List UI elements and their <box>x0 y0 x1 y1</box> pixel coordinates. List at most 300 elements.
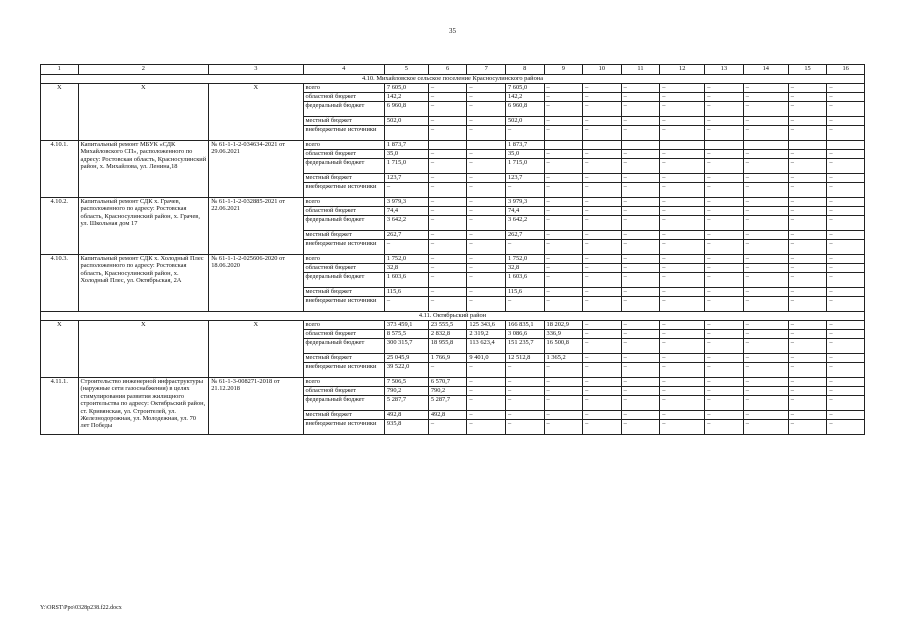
amount-cell: 7 506,5 <box>384 378 428 387</box>
amount-cell: – <box>705 126 744 141</box>
amount-cell: – <box>467 216 506 231</box>
funding-source: местный бюджет <box>303 354 384 363</box>
amount-cell: 3 642,2 <box>505 216 544 231</box>
amount-cell: – <box>660 198 705 207</box>
funding-source: внебюджетные источники <box>303 183 384 198</box>
amount-cell: – <box>660 150 705 159</box>
amount-cell: – <box>544 396 583 411</box>
amount-cell: 1 873,7 <box>505 141 544 150</box>
amount-cell: – <box>467 420 506 435</box>
amount-cell: – <box>428 84 467 93</box>
amount-cell: – <box>788 411 827 420</box>
amount-cell: 300 315,7 <box>384 339 428 354</box>
amount-cell: – <box>505 240 544 255</box>
amount-cell: – <box>660 396 705 411</box>
amount-cell: – <box>428 159 467 174</box>
amount-cell: – <box>544 411 583 420</box>
amount-cell: – <box>621 183 660 198</box>
amount-cell: – <box>827 117 865 126</box>
amount-cell: – <box>583 378 622 387</box>
amount-cell: – <box>788 387 827 396</box>
amount-cell: – <box>743 126 788 141</box>
amount-cell: – <box>583 396 622 411</box>
amount-cell: – <box>827 273 865 288</box>
amount-cell: – <box>705 354 744 363</box>
amount-cell <box>743 141 788 150</box>
amount-cell: – <box>428 264 467 273</box>
amount-cell: – <box>705 174 744 183</box>
funding-source: федеральный бюджет <box>303 339 384 354</box>
amount-cell: – <box>827 288 865 297</box>
funding-source: местный бюджет <box>303 288 384 297</box>
amount-cell: – <box>544 126 583 141</box>
amount-cell: 1 603,6 <box>505 273 544 288</box>
amount-cell: – <box>544 150 583 159</box>
amount-cell: – <box>583 231 622 240</box>
amount-cell: – <box>621 264 660 273</box>
item-number: 4.10.1. <box>41 141 79 198</box>
funding-source: областной бюджет <box>303 387 384 396</box>
amount-cell: – <box>827 198 865 207</box>
amount-cell: 166 835,1 <box>505 321 544 330</box>
object-name: Х <box>78 321 209 378</box>
amount-cell: – <box>743 255 788 264</box>
amount-cell: – <box>544 264 583 273</box>
object-name: Х <box>78 84 209 141</box>
amount-cell: – <box>705 198 744 207</box>
amount-cell: – <box>428 240 467 255</box>
amount-cell: – <box>827 126 865 141</box>
amount-cell: – <box>428 297 467 312</box>
object-name: Капитальный ремонт МБУК «СДК Михайловского СП», расположенного по адресу: Ростовская область, Красносулинский район, х. Михайлова, ул. Ленина,18 <box>78 141 209 198</box>
table-row <box>41 84 865 93</box>
amount-cell: 18 202,9 <box>544 321 583 330</box>
funding-source: местный бюджет <box>303 174 384 183</box>
amount-cell: 935,8 <box>384 420 428 435</box>
amount-cell: 142,2 <box>384 93 428 102</box>
column-number: 3 <box>209 65 303 75</box>
amount-cell: – <box>583 339 622 354</box>
amount-cell: 9 401,0 <box>467 354 506 363</box>
amount-cell: – <box>743 273 788 288</box>
amount-cell: – <box>788 273 827 288</box>
amount-cell: – <box>621 93 660 102</box>
amount-cell: – <box>621 354 660 363</box>
amount-cell: 23 555,5 <box>428 321 467 330</box>
amount-cell: – <box>583 174 622 183</box>
amount-cell: 25 045,9 <box>384 354 428 363</box>
amount-cell: – <box>505 126 544 141</box>
item-number: 4.11.1. <box>41 378 79 435</box>
budget-table <box>40 64 865 435</box>
amount-cell: – <box>660 363 705 378</box>
amount-cell: – <box>621 387 660 396</box>
amount-cell: – <box>621 231 660 240</box>
amount-cell: – <box>544 174 583 183</box>
amount-cell: – <box>660 339 705 354</box>
amount-cell: 3 979,3 <box>384 198 428 207</box>
amount-cell: – <box>505 411 544 420</box>
amount-cell: 115,6 <box>505 288 544 297</box>
amount-cell: – <box>660 117 705 126</box>
amount-cell: – <box>505 396 544 411</box>
amount-cell: – <box>660 420 705 435</box>
amount-cell: 373 459,1 <box>384 321 428 330</box>
amount-cell: – <box>788 150 827 159</box>
amount-cell: – <box>788 207 827 216</box>
amount-cell: – <box>467 264 506 273</box>
amount-cell: 1 752,0 <box>505 255 544 264</box>
amount-cell: – <box>467 231 506 240</box>
amount-cell: – <box>583 183 622 198</box>
amount-cell: – <box>827 174 865 183</box>
amount-cell: – <box>544 117 583 126</box>
amount-cell: 336,9 <box>544 330 583 339</box>
object-name: Строительство инженерной инфраструктуры (наружные сети газоснабжения) в целях стимулирования развития жилищного строительства по адресу: Октябрьский район, ст. Кривянская, ул. Строителей, ул. Железнодорожная, ул. Молодежная, ул. 70 лет Победы <box>78 378 209 435</box>
amount-cell: – <box>660 411 705 420</box>
item-number: Х <box>41 84 79 141</box>
amount-cell: – <box>660 84 705 93</box>
amount-cell: – <box>583 93 622 102</box>
amount-cell: – <box>743 102 788 117</box>
amount-cell: 125 343,6 <box>467 321 506 330</box>
amount-cell: – <box>583 288 622 297</box>
amount-cell: – <box>544 288 583 297</box>
amount-cell: – <box>428 207 467 216</box>
funding-source: федеральный бюджет <box>303 159 384 174</box>
amount-cell: – <box>384 240 428 255</box>
amount-cell: – <box>743 288 788 297</box>
amount-cell: – <box>743 321 788 330</box>
amount-cell: – <box>743 84 788 93</box>
amount-cell: – <box>544 231 583 240</box>
amount-cell: – <box>788 297 827 312</box>
amount-cell: – <box>743 216 788 231</box>
file-path-footer: Y:\ORST\Ppo\0328p238.f22.docx <box>40 605 122 611</box>
amount-cell: – <box>660 159 705 174</box>
amount-cell: – <box>467 297 506 312</box>
amount-cell: – <box>428 93 467 102</box>
amount-cell: – <box>827 84 865 93</box>
column-number: 5 <box>384 65 428 75</box>
amount-cell: – <box>660 102 705 117</box>
amount-cell: – <box>544 159 583 174</box>
amount-cell: – <box>827 420 865 435</box>
column-number: 4 <box>303 65 384 75</box>
amount-cell: – <box>660 216 705 231</box>
amount-cell: – <box>660 240 705 255</box>
amount-cell: – <box>705 288 744 297</box>
amount-cell: 6 570,7 <box>428 378 467 387</box>
funding-source: областной бюджет <box>303 264 384 273</box>
amount-cell: – <box>827 183 865 198</box>
amount-cell: – <box>544 84 583 93</box>
amount-cell: – <box>544 198 583 207</box>
amount-cell <box>583 141 622 150</box>
amount-cell: – <box>621 396 660 411</box>
amount-cell: – <box>467 102 506 117</box>
section-title-row <box>41 312 865 321</box>
amount-cell: – <box>660 183 705 198</box>
amount-cell: – <box>705 150 744 159</box>
amount-cell: – <box>743 93 788 102</box>
amount-cell: – <box>428 420 467 435</box>
amount-cell: – <box>788 396 827 411</box>
amount-cell: – <box>621 420 660 435</box>
amount-cell: – <box>583 126 622 141</box>
amount-cell: – <box>467 84 506 93</box>
amount-cell: – <box>827 297 865 312</box>
amount-cell: – <box>788 321 827 330</box>
amount-cell: – <box>428 363 467 378</box>
amount-cell: 6 960,8 <box>505 102 544 117</box>
amount-cell: 262,7 <box>505 231 544 240</box>
amount-cell: – <box>467 150 506 159</box>
amount-cell <box>705 141 744 150</box>
amount-cell: – <box>467 255 506 264</box>
amount-cell: – <box>621 150 660 159</box>
amount-cell: – <box>583 159 622 174</box>
amount-cell <box>384 126 428 141</box>
table-row <box>41 141 865 150</box>
amount-cell: – <box>743 264 788 273</box>
column-number: 10 <box>583 65 622 75</box>
funding-source: внебюджетные источники <box>303 363 384 378</box>
section-title-row <box>41 75 865 84</box>
amount-cell: – <box>583 297 622 312</box>
amount-cell: 35,0 <box>384 150 428 159</box>
table-row <box>41 378 865 387</box>
funding-source: всего <box>303 378 384 387</box>
amount-cell: – <box>705 117 744 126</box>
amount-cell: 32,8 <box>505 264 544 273</box>
amount-cell: – <box>544 378 583 387</box>
amount-cell: – <box>743 117 788 126</box>
amount-cell: 1 603,6 <box>384 273 428 288</box>
amount-cell: – <box>705 264 744 273</box>
amount-cell: – <box>428 255 467 264</box>
amount-cell: – <box>467 126 506 141</box>
amount-cell: – <box>621 174 660 183</box>
amount-cell: – <box>583 84 622 93</box>
column-number: 13 <box>705 65 744 75</box>
amount-cell: – <box>705 159 744 174</box>
amount-cell: – <box>827 387 865 396</box>
column-number: 11 <box>621 65 660 75</box>
amount-cell: – <box>827 102 865 117</box>
amount-cell: – <box>788 216 827 231</box>
amount-cell: – <box>384 183 428 198</box>
amount-cell: – <box>621 363 660 378</box>
amount-cell: – <box>544 216 583 231</box>
amount-cell <box>428 141 467 150</box>
amount-cell: – <box>505 183 544 198</box>
amount-cell: – <box>660 174 705 183</box>
expertise-doc: № 61-1-1-2-032885-2021 от 22.06.2021 <box>209 198 303 255</box>
amount-cell: – <box>705 396 744 411</box>
amount-cell: – <box>583 117 622 126</box>
amount-cell: – <box>621 84 660 93</box>
amount-cell: – <box>743 396 788 411</box>
amount-cell: – <box>788 126 827 141</box>
amount-cell: – <box>705 297 744 312</box>
amount-cell: – <box>660 387 705 396</box>
amount-cell: – <box>827 363 865 378</box>
amount-cell: – <box>705 363 744 378</box>
amount-cell: 35,0 <box>505 150 544 159</box>
amount-cell: – <box>788 264 827 273</box>
amount-cell: – <box>621 216 660 231</box>
column-number: 9 <box>544 65 583 75</box>
amount-cell: – <box>428 126 467 141</box>
amount-cell: – <box>660 273 705 288</box>
amount-cell: – <box>467 159 506 174</box>
amount-cell: – <box>788 159 827 174</box>
amount-cell: – <box>788 93 827 102</box>
amount-cell: – <box>705 183 744 198</box>
amount-cell: – <box>743 411 788 420</box>
amount-cell: – <box>467 93 506 102</box>
amount-cell: – <box>621 102 660 117</box>
amount-cell <box>621 141 660 150</box>
amount-cell: – <box>827 255 865 264</box>
amount-cell: – <box>467 378 506 387</box>
amount-cell <box>467 141 506 150</box>
item-number: Х <box>41 321 79 378</box>
amount-cell: – <box>827 93 865 102</box>
amount-cell: – <box>827 378 865 387</box>
amount-cell: 8 575,5 <box>384 330 428 339</box>
funding-source: областной бюджет <box>303 207 384 216</box>
amount-cell: – <box>428 288 467 297</box>
amount-cell: – <box>583 102 622 117</box>
amount-cell: – <box>743 231 788 240</box>
amount-cell: – <box>827 354 865 363</box>
funding-source: местный бюджет <box>303 231 384 240</box>
amount-cell: 74,4 <box>505 207 544 216</box>
amount-cell: – <box>827 339 865 354</box>
funding-source: областной бюджет <box>303 150 384 159</box>
amount-cell: – <box>705 255 744 264</box>
amount-cell: – <box>544 102 583 117</box>
column-number: 8 <box>505 65 544 75</box>
amount-cell: – <box>621 339 660 354</box>
amount-cell: – <box>428 183 467 198</box>
amount-cell: – <box>583 411 622 420</box>
amount-cell: 3 979,3 <box>505 198 544 207</box>
funding-source: всего <box>303 198 384 207</box>
expertise-doc: № 61-1-1-2-025606-2020 от 18.06.2020 <box>209 255 303 312</box>
amount-cell: – <box>827 330 865 339</box>
amount-cell: – <box>743 240 788 255</box>
funding-source: областной бюджет <box>303 330 384 339</box>
amount-cell: 151 235,7 <box>505 339 544 354</box>
amount-cell <box>544 141 583 150</box>
amount-cell: – <box>467 183 506 198</box>
amount-cell: – <box>621 273 660 288</box>
amount-cell: – <box>743 174 788 183</box>
section-title: 4.11. Октябрьский район <box>41 312 865 321</box>
amount-cell: – <box>428 102 467 117</box>
amount-cell: – <box>827 231 865 240</box>
amount-cell: – <box>660 288 705 297</box>
amount-cell: – <box>544 363 583 378</box>
amount-cell: – <box>743 420 788 435</box>
amount-cell: 74,4 <box>384 207 428 216</box>
amount-cell: – <box>827 240 865 255</box>
amount-cell: – <box>660 264 705 273</box>
amount-cell: – <box>788 84 827 93</box>
amount-cell: 113 623,4 <box>467 339 506 354</box>
amount-cell: – <box>505 378 544 387</box>
column-number: 15 <box>788 65 827 75</box>
amount-cell: – <box>467 117 506 126</box>
amount-cell: – <box>788 330 827 339</box>
amount-cell: – <box>428 198 467 207</box>
amount-cell: – <box>467 174 506 183</box>
funding-source: внебюджетные источники <box>303 420 384 435</box>
amount-cell: – <box>705 273 744 288</box>
amount-cell: – <box>705 378 744 387</box>
amount-cell: – <box>621 207 660 216</box>
amount-cell: – <box>583 354 622 363</box>
amount-cell: – <box>788 183 827 198</box>
column-number: 1 <box>41 65 79 75</box>
amount-cell <box>827 141 865 150</box>
amount-cell: – <box>788 117 827 126</box>
amount-cell: – <box>788 339 827 354</box>
amount-cell: – <box>705 420 744 435</box>
funding-source: внебюджетные источники <box>303 240 384 255</box>
amount-cell: – <box>705 216 744 231</box>
amount-cell: – <box>660 297 705 312</box>
amount-cell: – <box>743 297 788 312</box>
funding-source: внебюджетные источники <box>303 297 384 312</box>
amount-cell: – <box>660 330 705 339</box>
amount-cell: 2 832,8 <box>428 330 467 339</box>
amount-cell: 123,7 <box>505 174 544 183</box>
amount-cell: – <box>384 297 428 312</box>
amount-cell: – <box>544 387 583 396</box>
column-number: 14 <box>743 65 788 75</box>
amount-cell: 1 715,0 <box>384 159 428 174</box>
amount-cell: – <box>827 159 865 174</box>
amount-cell: – <box>827 207 865 216</box>
funding-source: местный бюджет <box>303 117 384 126</box>
amount-cell: – <box>705 411 744 420</box>
amount-cell: – <box>705 321 744 330</box>
amount-cell: – <box>827 216 865 231</box>
amount-cell: 39 522,0 <box>384 363 428 378</box>
amount-cell: – <box>505 387 544 396</box>
amount-cell: 502,0 <box>505 117 544 126</box>
amount-cell: – <box>621 288 660 297</box>
amount-cell: – <box>621 321 660 330</box>
amount-cell: – <box>743 159 788 174</box>
amount-cell: – <box>621 297 660 312</box>
amount-cell: 262,7 <box>384 231 428 240</box>
amount-cell: 3 642,2 <box>384 216 428 231</box>
table-row <box>41 198 865 207</box>
amount-cell: – <box>660 321 705 330</box>
amount-cell: – <box>544 207 583 216</box>
amount-cell: – <box>544 273 583 288</box>
amount-cell: – <box>428 231 467 240</box>
amount-cell: – <box>467 240 506 255</box>
amount-cell: – <box>428 117 467 126</box>
amount-cell: 790,2 <box>428 387 467 396</box>
amount-cell: – <box>788 420 827 435</box>
